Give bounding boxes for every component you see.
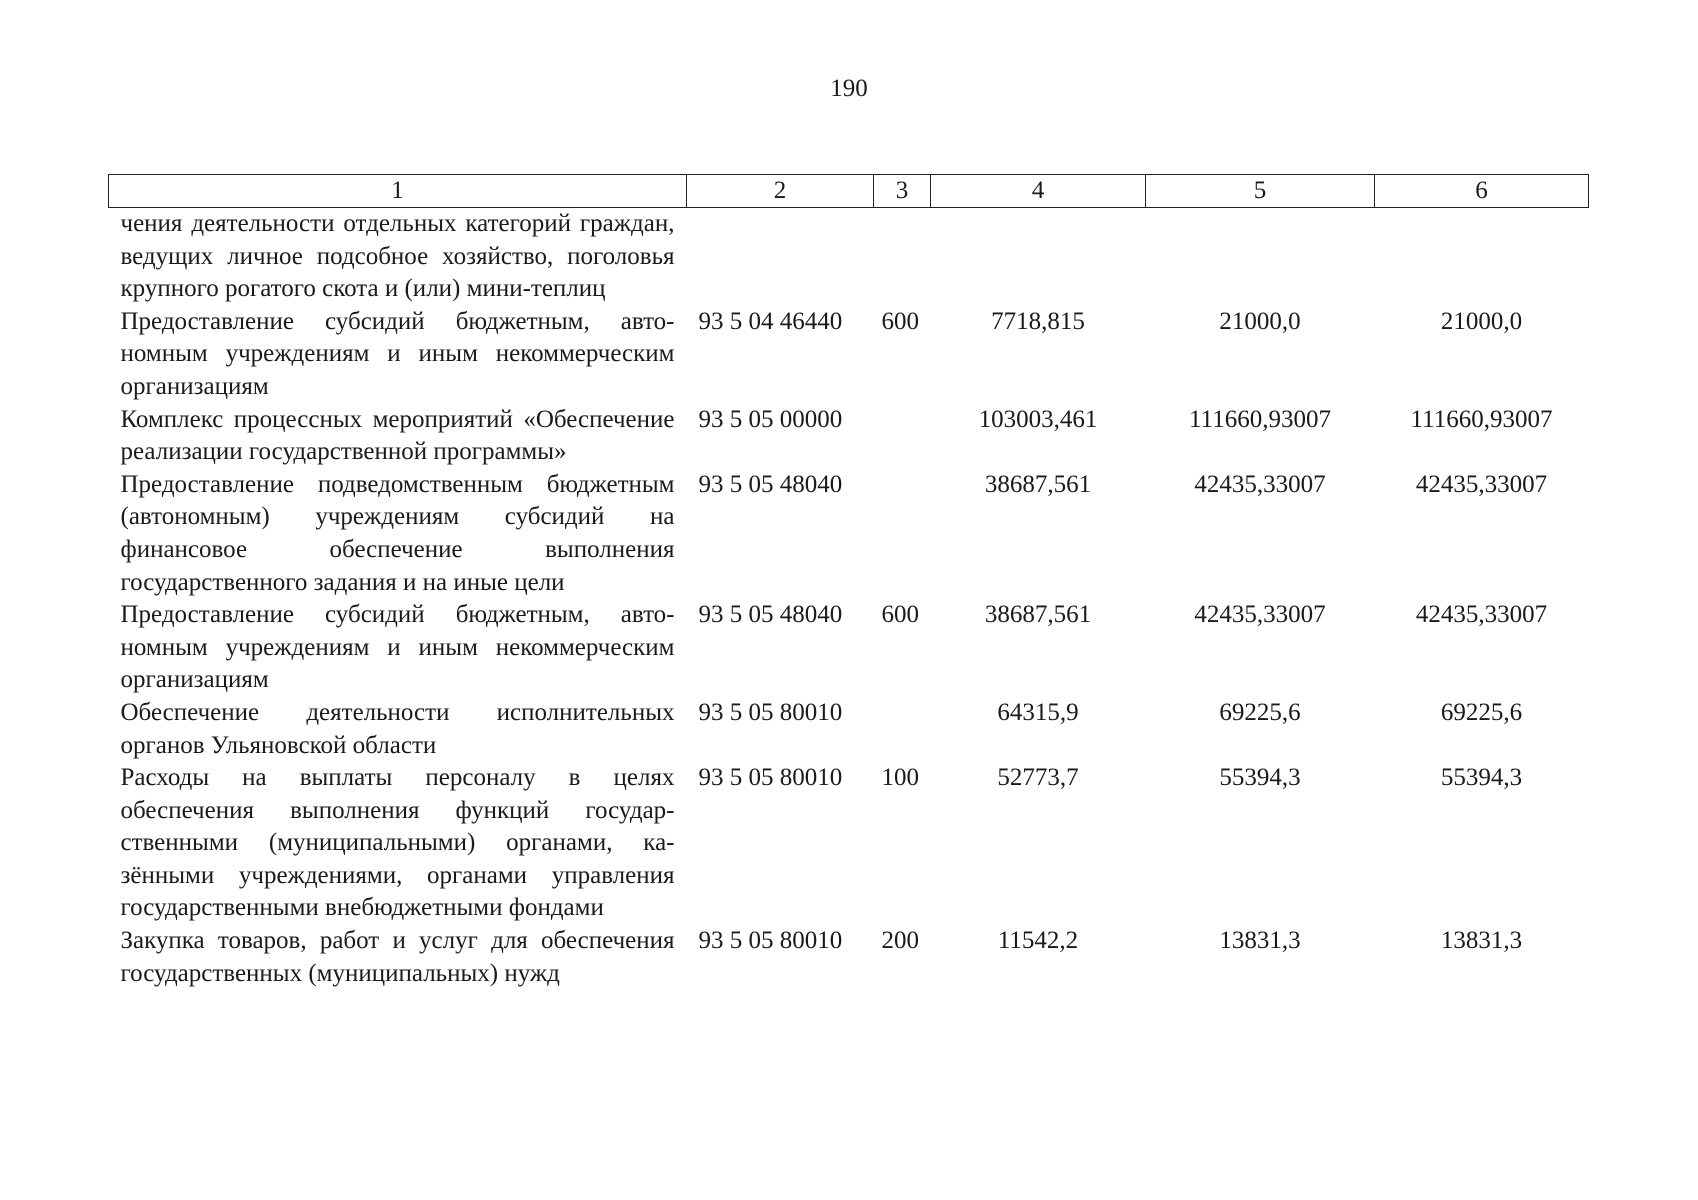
column-header-2: 2 [687, 175, 874, 208]
table-header [109, 175, 1589, 208]
table-row [109, 925, 1589, 990]
row-value-6: 111660,93007 [1410, 405, 1553, 433]
table-row [109, 469, 1589, 599]
table-row [109, 208, 1589, 306]
row-value-6 [1375, 208, 1589, 306]
row-name: Обеспечение деятельности исполнительных органов Ульяновской области [120, 698, 675, 759]
row-value-4: 64315,9 [997, 698, 1079, 726]
row-code: 93 5 05 48040 [698, 601, 843, 629]
row-name: Комплекс процессных мероприятий «Обеспечение реализации государственной программы» [120, 405, 675, 466]
row-value-4: 52773,7 [997, 764, 1079, 792]
header-row [109, 175, 1589, 208]
row-value-6: 42435,33007 [1415, 601, 1548, 629]
table-row [109, 404, 1589, 469]
row-expense-type [874, 208, 931, 306]
table-row [109, 697, 1589, 762]
row-name: Предоставление субсидий бюджетным, автономным учреждениям и иным некоммерческим организациям [120, 307, 675, 400]
table-row [109, 306, 1589, 404]
row-value-5: 42435,33007 [1194, 470, 1326, 498]
row-name: Предоставление субсидий бюджетным, автономным учреждениям и иным некоммерческим организациям [120, 601, 675, 694]
row-value-6: 55394,3 [1440, 764, 1523, 792]
row-value-4: 38687,561 [984, 601, 1092, 629]
budget-table [108, 174, 1589, 990]
table-body [109, 208, 1589, 991]
row-expense-type: 600 [881, 601, 919, 629]
row-value-5 [1146, 208, 1375, 306]
row-expense-type: 200 [881, 927, 919, 955]
row-value-6: 13831,3 [1440, 927, 1523, 955]
row-expense-type [874, 469, 931, 599]
row-expense-type: 600 [881, 307, 919, 335]
column-header-4: 4 [931, 175, 1146, 208]
column-header-3: 3 [874, 175, 931, 208]
column-header-5: 5 [1146, 175, 1375, 208]
row-expense-type: 100 [881, 764, 919, 792]
row-code: 93 5 05 80010 [698, 927, 843, 955]
row-code: 93 5 05 48040 [698, 470, 843, 498]
page-number: 190 [830, 75, 868, 102]
row-value-4: 103003,461 [978, 405, 1098, 433]
row-name: Предоставление подведомственным бюджетным (автономным) учреждениям субсидий на финансовое обеспечение выполнения государственного задания и на иные цели [120, 470, 675, 596]
column-header-6: 6 [1375, 175, 1589, 208]
row-value-4: 11542,2 [997, 927, 1079, 955]
row-code: 93 5 05 80010 [698, 764, 843, 792]
row-value-5: 55394,3 [1219, 764, 1301, 792]
row-value-6: 69225,6 [1440, 698, 1523, 726]
row-code [687, 208, 874, 306]
row-code: 93 5 05 00000 [698, 405, 843, 433]
row-value-5: 42435,33007 [1194, 601, 1326, 629]
row-name: Расходы на выплаты персоналу в целях обеспечения выполнения функций государственными (муниципальными) органами, казёнными учреждениями, органами управления государственными внебюджетными фондами [120, 764, 675, 922]
row-code: 93 5 05 80010 [698, 698, 843, 726]
row-name: Закупка товаров, работ и услуг для обеспечения государственных (муниципальных) нужд [120, 927, 675, 987]
row-code: 93 5 04 46440 [698, 307, 843, 335]
table-row [109, 762, 1589, 925]
row-value-5: 69225,6 [1219, 698, 1301, 726]
row-name: чения деятельности отдельных категорий граждан, ведущих личное подсобное хозяйство, поголовья крупного рогатого скота и (или) мини-теплиц [120, 210, 675, 303]
row-expense-type [874, 697, 931, 762]
row-value-6: 21000,0 [1440, 307, 1523, 335]
table-row [109, 599, 1589, 697]
row-value-4: 7718,815 [991, 307, 1085, 335]
row-value-4 [931, 208, 1146, 306]
row-value-5: 111660,93007 [1189, 405, 1331, 433]
row-expense-type [874, 404, 931, 469]
row-value-5: 13831,3 [1219, 927, 1301, 955]
row-value-6: 42435,33007 [1415, 470, 1548, 498]
row-value-4: 38687,561 [984, 470, 1092, 498]
row-value-5: 21000,0 [1219, 307, 1301, 335]
column-header-1: 1 [109, 175, 687, 208]
